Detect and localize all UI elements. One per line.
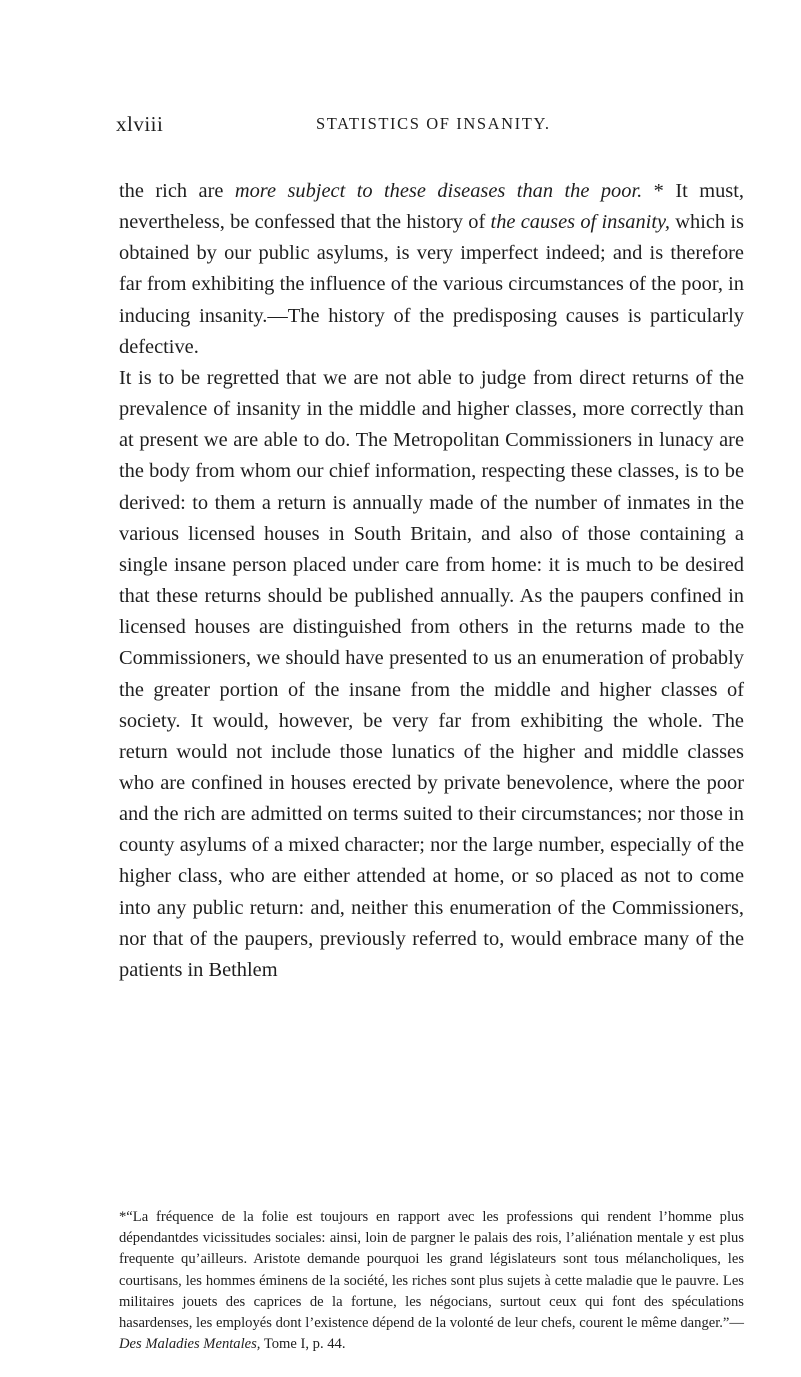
footnote-source-tail: Tome I, p. 44. bbox=[260, 1336, 346, 1353]
footnote-paragraph bbox=[119, 1207, 744, 1355]
paragraph-1-italic-2: the causes of insanity, bbox=[490, 211, 671, 234]
running-head bbox=[116, 112, 746, 136]
running-title: STATISTICS OF INSANITY. bbox=[316, 114, 551, 133]
paragraph-1-italic-1: more subject to these diseases than the poor. bbox=[234, 180, 643, 202]
paragraph-1 bbox=[119, 176, 744, 363]
footnote-text: *“La fréquence de la folie est toujours en rapport avec les professions qui rendent l’homme plus dépendantdes vicissitudes sociales: ainsi, loin de pargner le palais des rois, l’aliénation mentale y est plus frequente qu’ailleurs. Aristote demande pourquoi les grand législateurs sont tous mélancholiques, les courtisans, les hommes éminens de la société, les riches sont plus sujets à cette maladie que le pauvre. Les militaires jouets des caprices de la fortune, les négocians, surtout ceux qui font des spéculations hasardenses, les employés dont l’existence dépend de la volonté de leur chefs, courent le même danger.”— bbox=[119, 1209, 744, 1332]
paragraph-1-text-a: the rich are bbox=[119, 180, 235, 202]
paragraph-1-text-c: which is obtained by our public asylums, is very imperfect indeed; and is therefore far from exhibiting the influence of the various circumstances of the poor, in inducing insanity.—The history of the predisposing causes is particularly defective. bbox=[119, 211, 744, 358]
footnote-source: Des Maladies Mentales, bbox=[119, 1336, 261, 1353]
paragraph-2: It is to be regretted that we are not able to judge from direct returns of the prevalence of insanity in the middle and higher classes, more correctly than at present we are able to do. The Metropolitan Commissioners in lunacy are the body from whom our chief information, respecting these classes, is to be derived: to them a return is annually made of the number of inmates in the various licensed houses in South Britain, and also of those containing a single insane person placed under care from home: it is much to be desired that these returns should be published annually. As the paupers confined in licensed houses are distinguished from others in the returns made to the Commissioners, we should have presented to us an enumeration of probably the greater portion of the insane from the middle and higher classes of society. It would, however, be very far from exhibiting the whole. The return would not include those lunatics of the higher and middle classes who are confined in houses erected by private benevolence, where the poor and the rich are admitted on terms suited to their circumstances; nor those in county asylums of a mixed character; nor the large number, especially of the higher class, who are either attended at home, or so placed as not to come into any public return: and, neither this enumeration of the Commissioners, nor that of the paupers, previously referred to, would embrace many of the patients in Bethlem bbox=[119, 366, 744, 981]
page-number: xlviii bbox=[116, 112, 164, 136]
paragraph-1-text-b: * It must, nevertheless, be confessed that the history of bbox=[119, 180, 744, 234]
body-text bbox=[119, 176, 744, 986]
footnote bbox=[119, 1207, 744, 1355]
